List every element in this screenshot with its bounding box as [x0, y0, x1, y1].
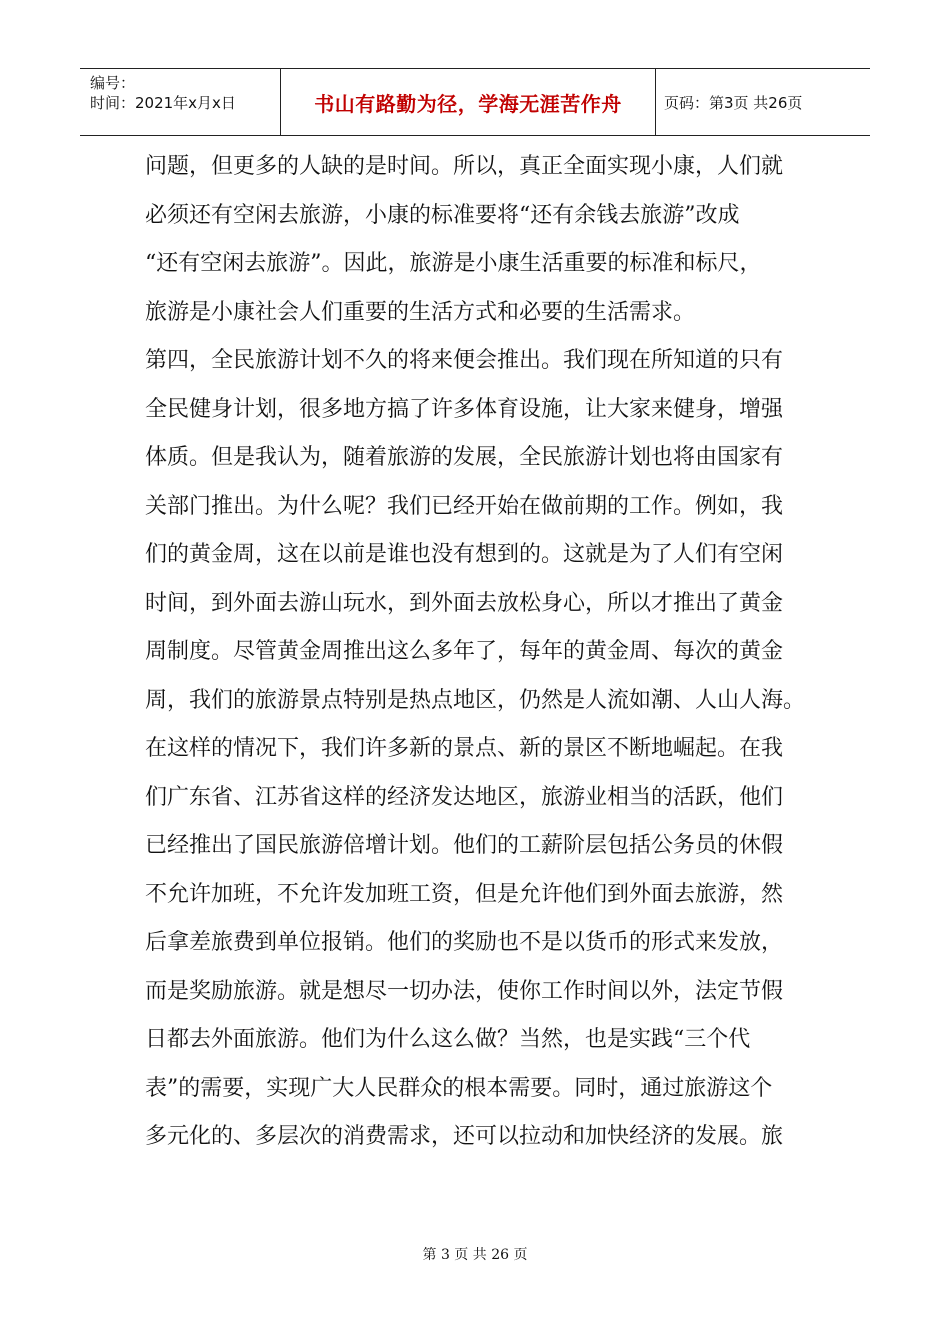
document-date: 时间：2021年x月x日: [90, 94, 236, 112]
text-line: 体质。但是我认为，随着旅游的发展，全民旅游计划也将由国家有: [145, 445, 784, 470]
body-text: [145, 143, 810, 1162]
text-line: 全民健身计划，很多地方搞了许多体育设施，让大家来健身，增强: [145, 396, 784, 422]
text-line: 周制度。尽管黄金周推出这么多年了，每年的黄金周、每次的黄金: [145, 639, 784, 664]
text-line: 们广东省、江苏省这样的经济发达地区，旅游业相当的活跃，他们: [145, 784, 784, 810]
text-line: “还有空闲去旅游”。因此，旅游是小康生活重要的标准和标尺，: [145, 251, 762, 276]
text-line: 问题，但更多的人缺的是时间。所以，真正全面实现小康，人们就: [145, 154, 784, 179]
text-line: 在这样的情况下，我们许多新的景点、新的景区不断地崛起。在我: [145, 736, 784, 761]
text-line: 而是奖励旅游。就是想尽一切办法，使你工作时间以外，法定节假: [145, 978, 784, 1004]
text-line: 后拿差旅费到单位报销。他们的奖励也不是以货币的形式来发放，: [145, 930, 784, 955]
text-line: 周，我们的旅游景点特别是热点地区，仍然是人流如潮、人山人海。: [145, 687, 806, 713]
text-line: 多元化的、多层次的消费需求，还可以拉动和加快经济的发展。旅: [145, 1124, 784, 1149]
page-footer: 第 3 页 共 26 页: [422, 1247, 528, 1263]
text-line: 第四，全民旅游计划不久的将来便会推出。我们现在所知道的只有: [145, 348, 784, 373]
text-line: 不允许加班，不允许发加班工资，但是允许他们到外面去旅游，然: [145, 881, 784, 907]
text-line: 已经推出了国民旅游倍增计划。他们的工薪阶层包括公务员的休假: [145, 833, 784, 858]
text-line: 时间，到外面去游山玩水，到外面去放松身心，所以才推出了黄金: [145, 590, 784, 616]
document-number-label: 编号：: [90, 74, 136, 92]
page-header: [80, 68, 870, 136]
header-divider: [655, 69, 656, 135]
text-line: 表”的需要，实现广大人民群众的根本需要。同时，通过旅游这个: [145, 1075, 773, 1101]
text-line: 必须还有空闲去旅游，小康的标准要将“还有余钱去旅游”改成: [145, 202, 740, 228]
text-line: 们的黄金周，这在以前是谁也没有想到的。这就是为了人们有空闲: [145, 542, 784, 567]
text-line: 关部门推出。为什么呢？我们已经开始在做前期的工作。例如，我: [145, 493, 784, 519]
header-page-info: 页码：第3页 共26页: [664, 93, 803, 112]
header-meta: [80, 69, 280, 135]
header-motto: 书山有路勤为径，学海无涯苦作舟: [314, 91, 622, 116]
text-line: 旅游是小康社会人们重要的生活方式和必要的生活需求。: [145, 299, 696, 325]
text-line: 日都去外面旅游。他们为什么这么做？当然，也是实践“三个代: [145, 1027, 751, 1052]
